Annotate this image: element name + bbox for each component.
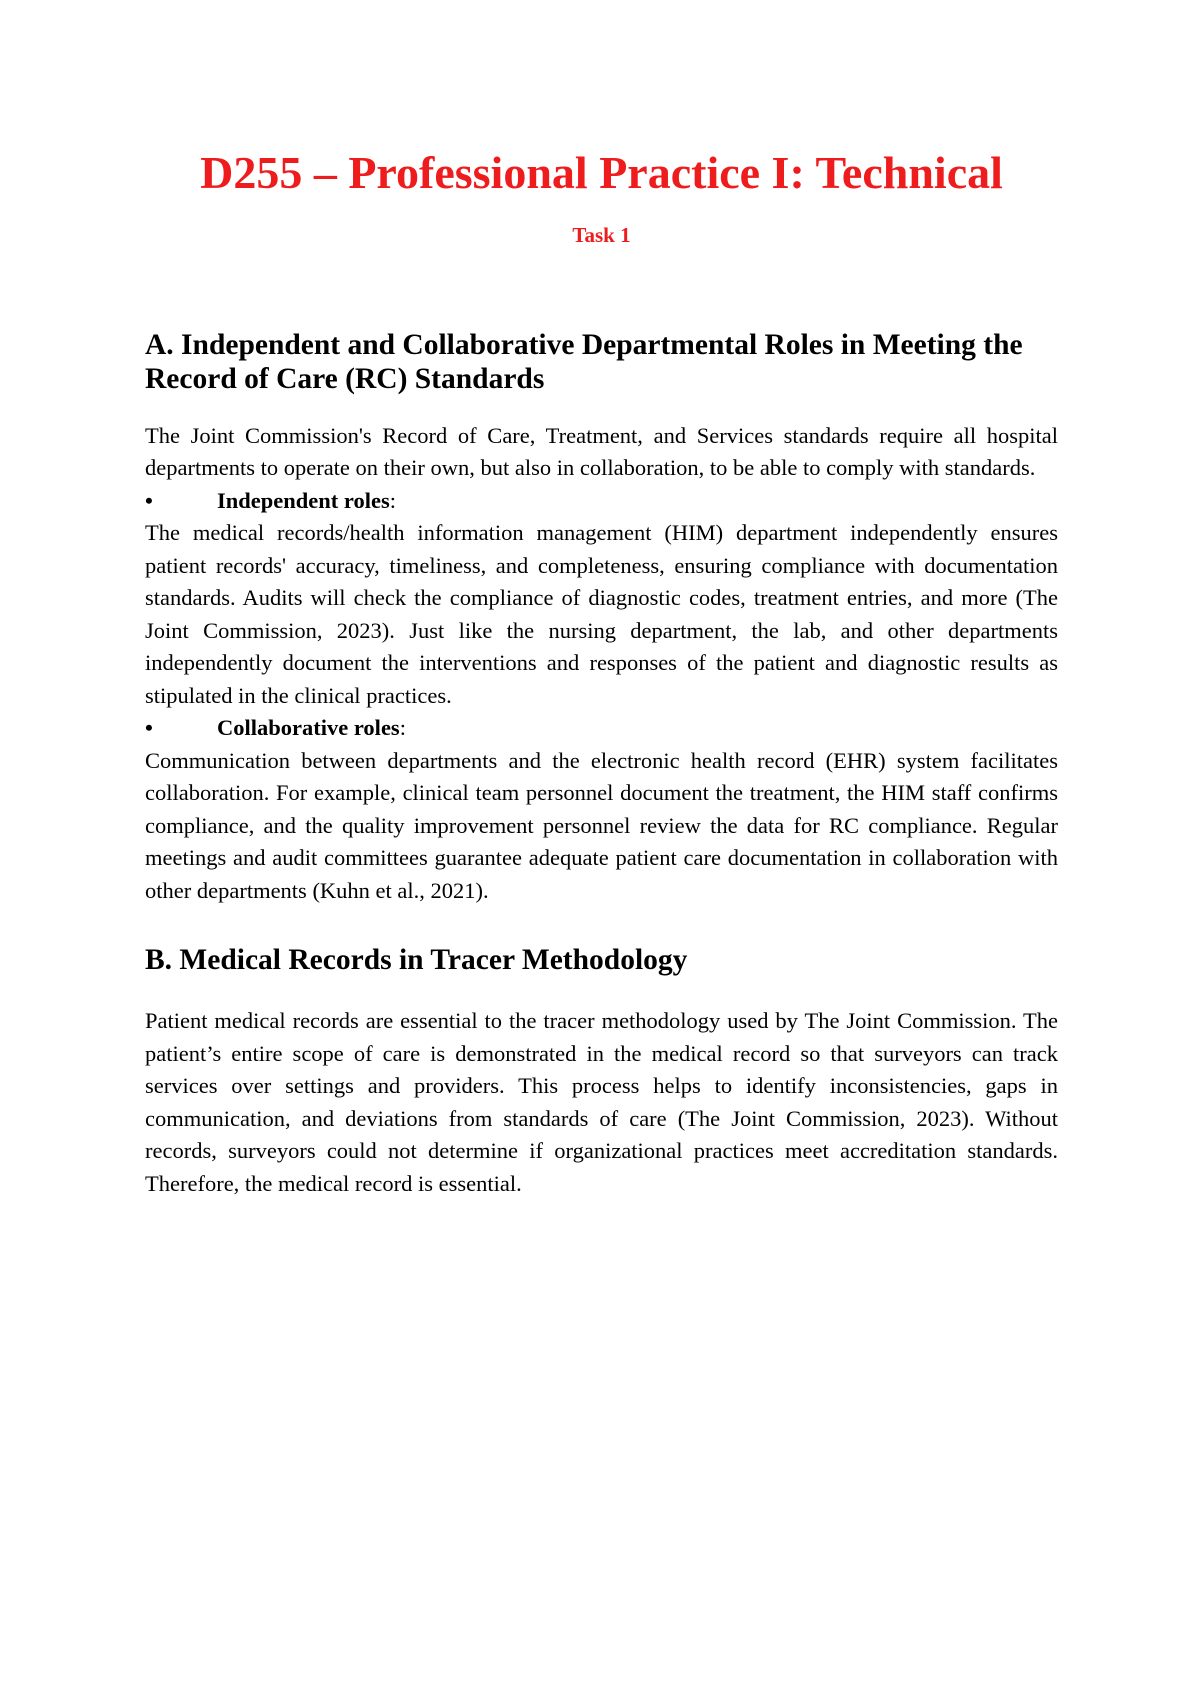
independent-roles-colon: : bbox=[389, 487, 397, 513]
independent-roles-bullet bbox=[145, 485, 1058, 518]
section-a-intro: The Joint Commission's Record of Care, Treatment, and Services standards require all hospital departments to operate on their own, but also in collaboration, to be able to comply with standards. bbox=[145, 422, 1058, 481]
collaborative-roles-label: Collaborative roles bbox=[217, 715, 400, 741]
independent-roles-text: The medical records/health information management (HIM) department independently ensures patient records' accuracy, timeliness, and completeness, ensuring compliance with documentation standards. Audits will check the compliance of diagnostic codes, treatment entries, and more (The Joint Commission, 2023). Just like the nursing department, the lab, and other departments independently document the interventions and responses of the patient and diagnostic results as stipulated in the clinical practices. bbox=[145, 520, 1058, 708]
section-b-text: Patient medical records are essential to the tracer methodology used by The Joint Commission. The patient’s entire scope of care is demonstrated in the medical record so that surveyors can track services over settings and providers. This process helps to identify inconsistencies, gaps in communication, and deviations from standards of care (The Joint Commission, 2023). Without records, surveyors could not determine if organizational practices meet accreditation standards. Therefore, the medical record is essential. bbox=[145, 1008, 1058, 1196]
collaborative-roles-text: Communication between departments and the electronic health record (EHR) system facilitates collaboration. For example, clinical team personnel document the treatment, the HIM staff confirms compliance, and the quality improvement personnel review the data for RC compliance. Regular meetings and audit committees guarantee adequate patient care documentation in collaboration with other departments (Kuhn et al., 2021). bbox=[145, 747, 1058, 903]
document-title: D255 – Professional Practice I: Technical bbox=[200, 147, 1003, 198]
collaborative-roles-bullet bbox=[145, 712, 1058, 745]
bullet-icon: • bbox=[145, 487, 153, 513]
section-a-heading: A. Independent and Collaborative Departmental Roles in Meeting the Record of Care (RC) Standards bbox=[145, 328, 1023, 395]
independent-roles-label: Independent roles bbox=[217, 487, 390, 513]
collaborative-roles-colon: : bbox=[399, 715, 406, 741]
section-b-heading: B. Medical Records in Tracer Methodology bbox=[145, 944, 688, 977]
section-a bbox=[145, 328, 1058, 908]
document-subtitle: Task 1 bbox=[572, 222, 631, 247]
section-b bbox=[145, 943, 1058, 1200]
bullet-icon: • bbox=[145, 715, 153, 741]
